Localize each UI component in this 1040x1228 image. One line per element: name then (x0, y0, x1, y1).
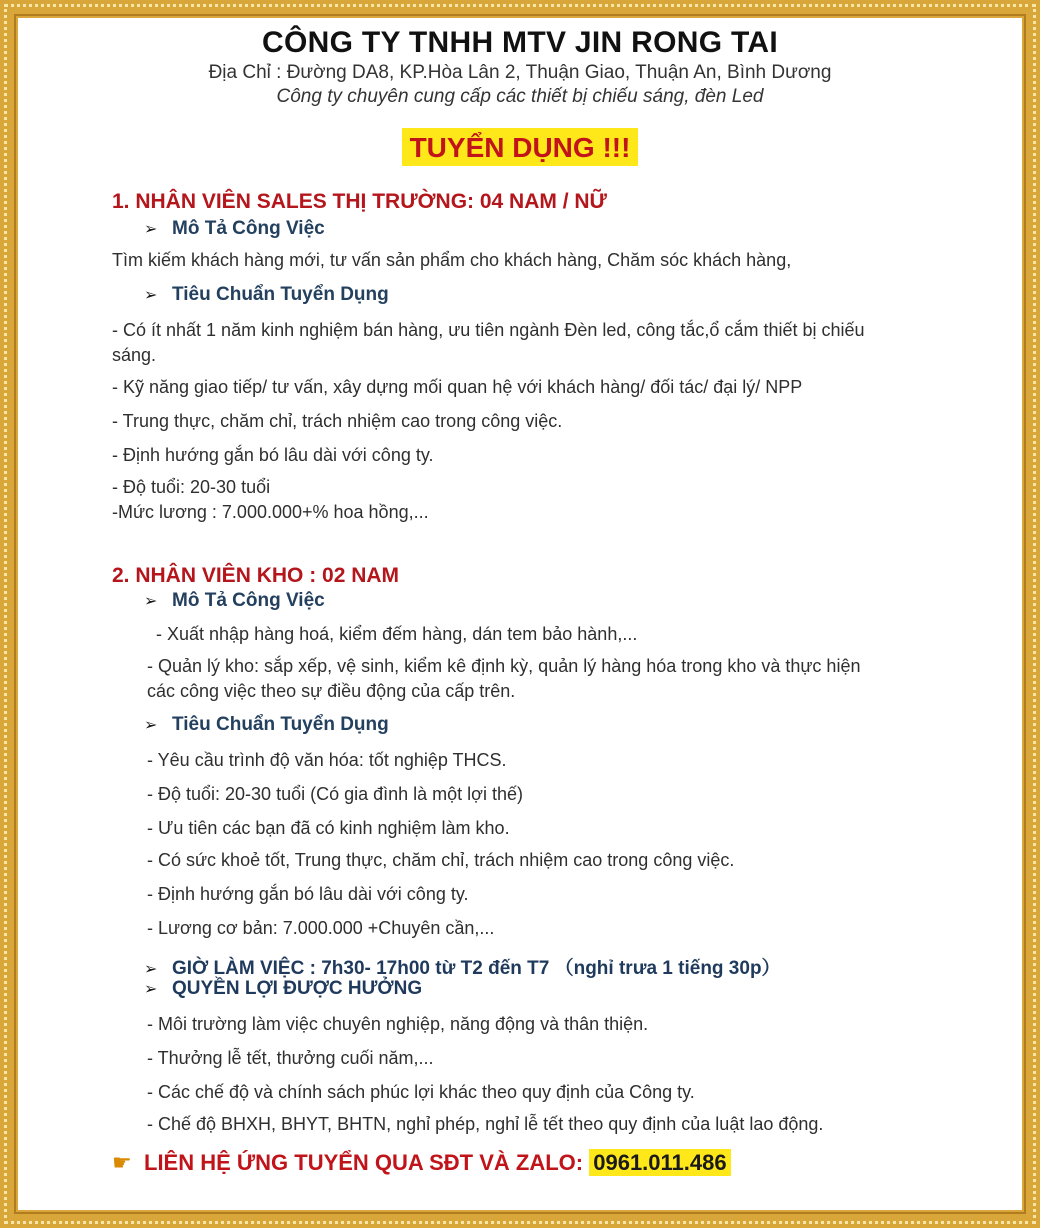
job2-desc-2b: các công việc theo sự điều động của cấp trên. (147, 681, 516, 701)
job1-desc-heading-label: Mô Tả Công Việc (172, 218, 325, 239)
arrow-bullet-icon: ➢ (144, 287, 158, 304)
benefit-2: - Thưởng lễ tết, thưởng cuối năm,... (147, 1048, 434, 1068)
arrow-bullet-icon: ➢ (144, 961, 158, 978)
job2-req-1: - Yêu cầu trình độ văn hóa: tốt nghiệp THCS. (147, 750, 507, 770)
contact-line (112, 1150, 731, 1176)
job2-desc-heading (144, 590, 325, 612)
job2-req-2: - Độ tuổi: 20-30 tuổi (Có gia đình là một lợi thế) (147, 784, 523, 804)
job2-req-4: - Có sức khoẻ tốt, Trung thực, chăm chỉ, trách nhiệm cao trong công việc. (147, 850, 735, 870)
job1-req-2: - Kỹ năng giao tiếp/ tư vấn, xây dựng mối quan hệ với khách hàng/ đối tác/ đại lý/ NPP (112, 377, 803, 397)
job1-req-heading-label: Tiêu Chuẩn Tuyển Dụng (172, 284, 389, 305)
benefits-heading (144, 978, 422, 1000)
job1-desc: Tìm kiếm khách hàng mới, tư vấn sản phẩm cho khách hàng, Chăm sóc khách hàng, (112, 250, 792, 270)
company-name: CÔNG TY TNHH MTV JIN RONG TAI (262, 26, 778, 59)
company-tagline: Công ty chuyên cung cấp các thiết bị chiếu sáng, đèn Led (276, 86, 764, 107)
job1-req-heading (144, 284, 389, 306)
contact-phone[interactable]: 0961.011.486 (589, 1149, 730, 1176)
job1-salary: -Mức lương : 7.000.000+% hoa hồng,... (112, 502, 429, 522)
job1-req-5: - Độ tuổi: 20-30 tuổi (112, 477, 271, 497)
job2-req-5: - Định hướng gắn bó lâu dài với công ty. (147, 884, 469, 904)
working-hours-label: GIỜ LÀM VIỆC : 7h30- 17h00 từ T2 đến T7 （nghỉ trưa 1 tiếng 30p） (172, 958, 781, 979)
job2-title: 2. NHÂN VIÊN KHO : 02 NAM (112, 564, 400, 587)
job2-req-heading (144, 714, 389, 736)
recruit-heading: TUYỂN DỤNG !!! (402, 128, 639, 166)
benefit-3: - Các chế độ và chính sách phúc lợi khác theo quy định của Công ty. (147, 1082, 695, 1102)
recruit-banner (0, 128, 1040, 166)
job1-req-4: - Định hướng gắn bó lâu dài với công ty. (112, 445, 434, 465)
arrow-bullet-icon: ➢ (144, 593, 158, 610)
arrow-bullet-icon: ➢ (144, 981, 158, 998)
job2-req-3: - Ưu tiên các bạn đã có kinh nghiệm làm kho. (147, 818, 510, 838)
pointing-hand-icon: ☛ (112, 1150, 132, 1175)
contact-label: LIÊN HỆ ỨNG TUYỂN QUA SĐT VÀ ZALO: (144, 1150, 590, 1175)
job1-req-1b: sáng. (112, 345, 157, 365)
benefits-heading-label: QUYỀN LỢI ĐƯỢC HƯỞNG (172, 978, 423, 999)
arrow-bullet-icon: ➢ (144, 717, 158, 734)
job2-desc-heading-label: Mô Tả Công Việc (172, 590, 325, 611)
job1-req-3: - Trung thực, chăm chỉ, trách nhiệm cao trong công việc. (112, 411, 563, 431)
job2-salary: - Lương cơ bản: 7.000.000 +Chuyên cần,... (147, 918, 495, 938)
working-hours (144, 953, 781, 980)
benefit-1: - Môi trường làm việc chuyên nghiệp, năng động và thân thiện. (147, 1014, 649, 1034)
arrow-bullet-icon: ➢ (144, 221, 158, 238)
job2-desc-1: - Xuất nhập hàng hoá, kiểm đếm hàng, dán tem bảo hành,... (156, 624, 638, 644)
job1-req-1a: - Có ít nhất 1 năm kinh nghiệm bán hàng, ưu tiên ngành Đèn led, công tắc,ổ cắm thiết bị chiếu (112, 320, 865, 340)
company-address: Địa Chỉ : Đường DA8, KP.Hòa Lân 2, Thuận Giao, Thuận An, Bình Dương (208, 62, 832, 83)
job2-desc-2a: - Quản lý kho: sắp xếp, vệ sinh, kiểm kê định kỳ, quản lý hàng hóa trong kho và thực hiện (147, 656, 861, 676)
job1-title: 1. NHÂN VIÊN SALES THỊ TRƯỜNG: 04 NAM / NỮ (112, 190, 607, 213)
job1-desc-heading (144, 218, 325, 240)
job2-req-heading-label: Tiêu Chuẩn Tuyển Dụng (172, 714, 389, 735)
benefit-4: - Chế độ BHXH, BHYT, BHTN, nghỉ phép, nghỉ lễ tết theo quy định của luật lao động. (147, 1114, 824, 1134)
